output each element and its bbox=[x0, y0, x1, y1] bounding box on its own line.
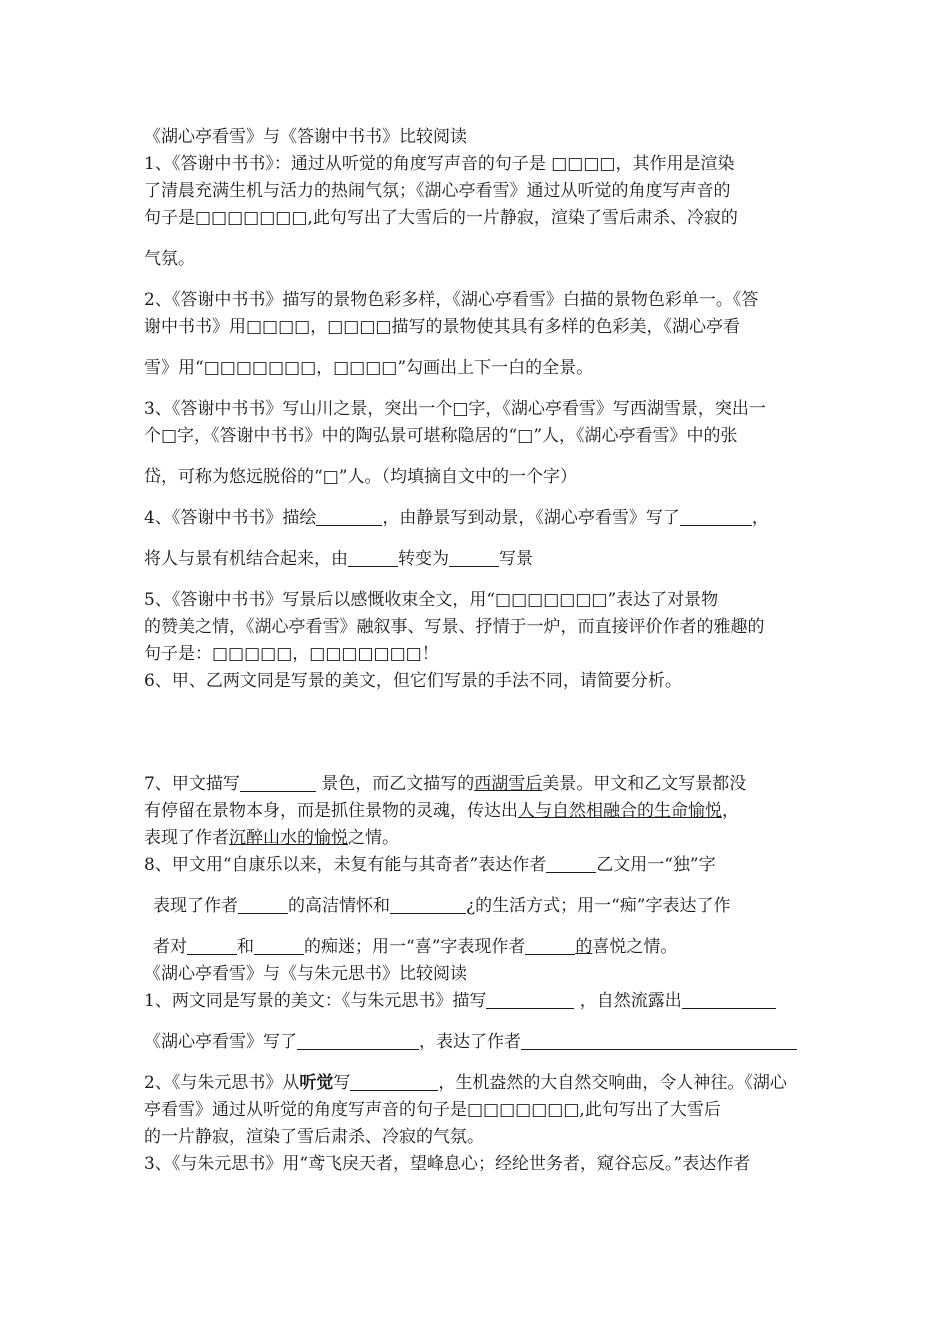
text-span: 7、甲文描写 bbox=[144, 774, 240, 794]
text-line bbox=[144, 771, 810, 798]
text-span: 有停留在景物本身，而是抓住景物的灵魂，传达出 bbox=[144, 801, 518, 821]
text-line: 个□字，《答谢中书书》中的陶弘景可堪称隐居的“□”人，《湖心亭看雪》中的张 bbox=[144, 426, 738, 446]
underlined-answer: 人与自然相融合的生命愉悦 bbox=[518, 801, 722, 821]
text-line bbox=[144, 798, 810, 825]
text-line: 3、《答谢中书书》写山川之景，突出一个□字，《湖心亭看雪》写西湖雪景，突出一 bbox=[144, 399, 766, 419]
text-span: ， bbox=[722, 801, 739, 821]
section2-question-3: 3、《与朱元思书》用“鸢飞戾天者，望峰息心；经纶世务者，窥谷忘反。”表达作者 bbox=[144, 1154, 751, 1174]
text-line: 雪》用“□□□□□□□，□□□□”勾画出上下一白的全景。 bbox=[144, 358, 594, 378]
section1-question-1 bbox=[144, 151, 810, 273]
answer-blank[interactable] bbox=[525, 936, 575, 955]
answer-blank[interactable] bbox=[254, 936, 304, 955]
underlined-answer: 沉醉山水的愉悦 bbox=[229, 828, 348, 848]
text-line: 5、《答谢中书书》写景后以感慨收束全文，用“□□□□□□□”表达了对景物 bbox=[144, 590, 719, 610]
text-line: 2、《答谢中书书》描写的景物色彩多样，《湖心亭看雪》白描的景物色彩单一。《答 bbox=[144, 290, 759, 310]
text-line bbox=[144, 893, 810, 920]
section1-question-7 bbox=[144, 771, 810, 852]
text-span: 8、甲文用“自康乐以来，未复有能与其奇者”表达作者 bbox=[144, 855, 547, 875]
text-span: 乙文用一“独”字 bbox=[596, 855, 716, 875]
text-line bbox=[144, 852, 810, 879]
text-span: 《湖心亭看雪》写了 bbox=[144, 1032, 297, 1052]
answer-blank[interactable] bbox=[297, 1031, 419, 1050]
answer-blank[interactable] bbox=[521, 1031, 797, 1050]
answer-blank[interactable] bbox=[350, 1072, 438, 1091]
answer-blank[interactable] bbox=[240, 773, 316, 792]
text-span: 2、《与朱元思书》从 bbox=[144, 1073, 300, 1093]
text-span: ，生机盎然的大自然交响曲，令人神往。《湖心 bbox=[438, 1073, 787, 1093]
answer-blank[interactable] bbox=[187, 936, 237, 955]
section1-question-6: 6、甲、乙两文同是写景的美文，但它们写景的手法不同，请简要分析。 bbox=[144, 671, 682, 691]
text-span: 景色，而乙文描写的 bbox=[315, 774, 475, 794]
text-line bbox=[144, 1029, 810, 1056]
section2-title: 《湖心亭看雪》与《与朱元思书》比较阅读 bbox=[144, 964, 467, 984]
answer-blank[interactable] bbox=[390, 895, 466, 914]
section2-question-1 bbox=[144, 988, 810, 1056]
text-line: 句子是□□□□□□□,此句写出了大雪后的一片静寂，渲染了雪后肃杀、冷寂的 bbox=[144, 208, 738, 228]
text-span: 之情。 bbox=[348, 828, 399, 848]
text-line: 了清晨充满生机与活力的热闹气氛；《湖心亭看雪》通过从听觉的角度写声音的 bbox=[144, 181, 731, 201]
answer-blank[interactable] bbox=[316, 507, 382, 526]
text-line bbox=[144, 988, 810, 1015]
text-span: 写 bbox=[333, 1073, 351, 1093]
text-span: ¿的生活方式；用一“痴”字表达了作 bbox=[466, 896, 731, 916]
answer-blank[interactable] bbox=[682, 990, 776, 1009]
text-span: 表现了作者 bbox=[153, 896, 238, 916]
text-span: 转变为 bbox=[398, 549, 449, 569]
text-line bbox=[144, 825, 810, 852]
section1-question-5 bbox=[144, 587, 810, 668]
text-span: 写景 bbox=[499, 549, 533, 569]
text-span: 者对 bbox=[153, 937, 187, 957]
text-span: ，表达了作者 bbox=[419, 1032, 521, 1052]
text-span: 将人与景有机结合起来，由 bbox=[144, 549, 348, 569]
bold-text: 听觉 bbox=[299, 1073, 334, 1093]
text-line: 句子是：□□□□□，□□□□□□□！ bbox=[144, 644, 439, 664]
answer-blank[interactable] bbox=[486, 990, 574, 1009]
underlined-answer: 西湖雪后 bbox=[474, 774, 543, 794]
section1-title: 《湖心亭看雪》与《答谢中书书》比较阅读 bbox=[144, 127, 467, 147]
document-body bbox=[144, 124, 810, 1178]
text-line: 的赞美之情，《湖心亭看雪》融叙事、写景、抒情于一炉，而直接评价作者的雅趣的 bbox=[144, 617, 765, 637]
answer-blank[interactable] bbox=[546, 854, 596, 873]
text-line bbox=[144, 505, 810, 532]
section1-question-8 bbox=[144, 852, 810, 961]
text-span: 1、两文同是写景的美文：《与朱元思书》描写 bbox=[144, 991, 487, 1011]
section1-question-4 bbox=[144, 505, 810, 573]
section2-question-2 bbox=[144, 1070, 810, 1151]
text-span: 和 bbox=[237, 937, 254, 957]
text-line: 谢中书书》用□□□□，□□□□描写的景物使其具有多样的色彩美，《湖心亭看 bbox=[144, 317, 740, 337]
section1-question-3 bbox=[144, 396, 810, 491]
text-span: 4、《答谢中书书》描绘 bbox=[144, 508, 317, 528]
text-line bbox=[144, 934, 810, 961]
text-span: ，自然流露出 bbox=[574, 991, 682, 1011]
underlined-answer: 的 bbox=[575, 937, 593, 957]
answer-blank[interactable] bbox=[238, 895, 288, 914]
answer-blank[interactable] bbox=[680, 507, 752, 526]
text-line: 岱，可称为悠远脱俗的“□”人。（均填摘自文中的一个字） bbox=[144, 467, 577, 487]
text-line: 亭看雪》通过从听觉的角度写声音的句子是□□□□□□□,此句写出了大雪后 bbox=[144, 1100, 721, 1120]
text-span: 的痴迷；用一“喜”字表现作者 bbox=[304, 937, 526, 957]
answer-space[interactable] bbox=[144, 695, 810, 771]
text-span: 表现了作者 bbox=[144, 828, 229, 848]
text-line bbox=[144, 546, 810, 573]
text-span: ，由静景写到动景，《湖心亭看雪》写了 bbox=[382, 508, 680, 528]
text-span: ， bbox=[751, 508, 769, 528]
answer-blank[interactable] bbox=[449, 548, 499, 567]
text-line bbox=[144, 1070, 810, 1097]
text-span: 美景。甲文和乙文写景都没 bbox=[542, 774, 747, 794]
text-line: 的一片静寂，渲染了雪后肃杀、冷寂的气氛。 bbox=[144, 1127, 484, 1147]
text-span: 喜悦之情。 bbox=[592, 937, 678, 957]
text-span: 的高洁情怀和 bbox=[288, 896, 390, 916]
text-line: 1、《答谢中书书》：通过从听觉的角度写声音的句子是 □□□□，其作用是渲染 bbox=[144, 154, 735, 174]
section1-question-2 bbox=[144, 287, 810, 382]
text-line: 气氛。 bbox=[144, 249, 195, 269]
answer-blank[interactable] bbox=[348, 548, 398, 567]
